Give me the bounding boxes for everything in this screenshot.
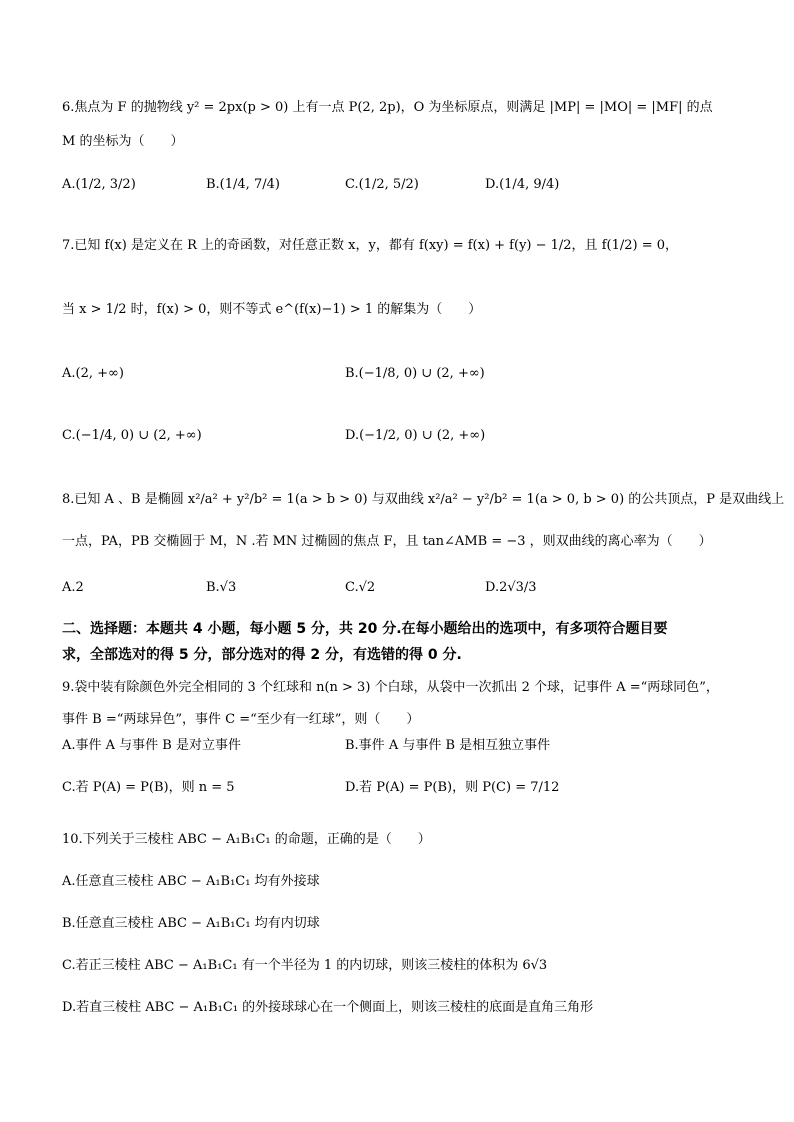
q7-stem-line2: 当 x > 1/2 时，f(x) > 0，则不等式 e^(f(x)−1) > 1 的解集为（ ） xyxy=(62,302,482,317)
q6-option-a: A.(1/2, 3/2) xyxy=(62,177,136,192)
q6-stem-line2: M 的坐标为（ ） xyxy=(62,134,184,149)
q8-option-a: A.2 xyxy=(62,580,84,595)
q7-option-b: B.(−1/8, 0) ∪ (2, +∞) xyxy=(345,366,485,381)
q10-option-a: A.任意直三棱柱 ABC − A₁B₁C₁ 均有外接球 xyxy=(62,874,320,889)
q10-stem: 10.下列关于三棱柱 ABC − A₁B₁C₁ 的命题，正确的是（ ） xyxy=(62,832,431,847)
q6-option-d: D.(1/4, 9/4) xyxy=(485,177,560,192)
q7-stem-line1: 7.已知 f(x) 是定义在 R 上的奇函数，对任意正数 x，y，都有 f(xy) = f(x) + f(y) − 1/2，且 f(1/2) = 0， xyxy=(62,238,678,253)
q7-option-a: A.(2, +∞) xyxy=(62,366,124,381)
q10-option-c: C.若正三棱柱 ABC − A₁B₁C₁ 有一个半径为 1 的内切球，则该三棱柱的体积为 6√3 xyxy=(62,958,548,973)
q9-option-a: A.事件 A 与事件 B 是对立事件 xyxy=(62,738,241,753)
q6-stem-line1: 6.焦点为 F 的抛物线 y² = 2px(p > 0) 上有一点 P(2, 2p)，O 为坐标原点，则满足 |MP| = |MO| = |MF| 的点 xyxy=(62,100,713,115)
q9-stem-line1: 9.袋中装有除颜色外完全相同的 3 个红球和 n(n > 3) 个白球，从袋中一次抓出 2 个球，记事件 A =“两球同色”， xyxy=(62,680,719,695)
q9-option-c: C.若 P(A) = P(B)，则 n = 5 xyxy=(62,780,235,795)
q6-option-c: C.(1/2, 5/2) xyxy=(345,177,419,192)
q9-option-b: B.事件 A 与事件 B 是相互独立事件 xyxy=(345,738,551,753)
q10-option-b: B.任意直三棱柱 ABC − A₁B₁C₁ 均有内切球 xyxy=(62,916,320,931)
q9-stem-line2: 事件 B =“两球异色”，事件 C =“至少有一红球”，则（ ） xyxy=(62,712,420,727)
q8-option-b: B.√3 xyxy=(206,580,237,595)
q7-option-c: C.(−1/4, 0) ∪ (2, +∞) xyxy=(62,428,202,443)
q8-stem-line1: 8.已知 A 、B 是椭圆 x²/a² + y²/b² = 1(a > b > 0) 与双曲线 x²/a² − y²/b² = 1(a > 0, b > 0) 的公共顶点，P 是双曲线上 xyxy=(62,492,785,507)
q10-option-d: D.若直三棱柱 ABC − A₁B₁C₁ 的外接球球心在一个侧面上，则该三棱柱的底面是直角三角形 xyxy=(62,1000,594,1015)
q8-option-c: C.√2 xyxy=(345,580,376,595)
q9-option-d: D.若 P(A) = P(B)，则 P(C) = 7/12 xyxy=(345,780,560,795)
q8-option-d: D.2√3/3 xyxy=(485,580,537,595)
section2-heading-line2: 求，全部选对的得 5 分，部分选对的得 2 分，有选错的得 0 分. xyxy=(62,647,462,663)
q6-option-b: B.(1/4, 7/4) xyxy=(206,177,280,192)
q8-stem-line2: 一点，PA，PB 交椭圆于 M，N .若 MN 过椭圆的焦点 F，且 tan∠AMB = −3 ，则双曲线的离心率为（ ） xyxy=(62,534,712,549)
q7-option-d: D.(−1/2, 0) ∪ (2, +∞) xyxy=(345,428,486,443)
section2-heading-line1: 二、选择题：本题共 4 小题，每小题 5 分，共 20 分.在每小题给出的选项中，有多项符合题目要 xyxy=(62,621,668,637)
